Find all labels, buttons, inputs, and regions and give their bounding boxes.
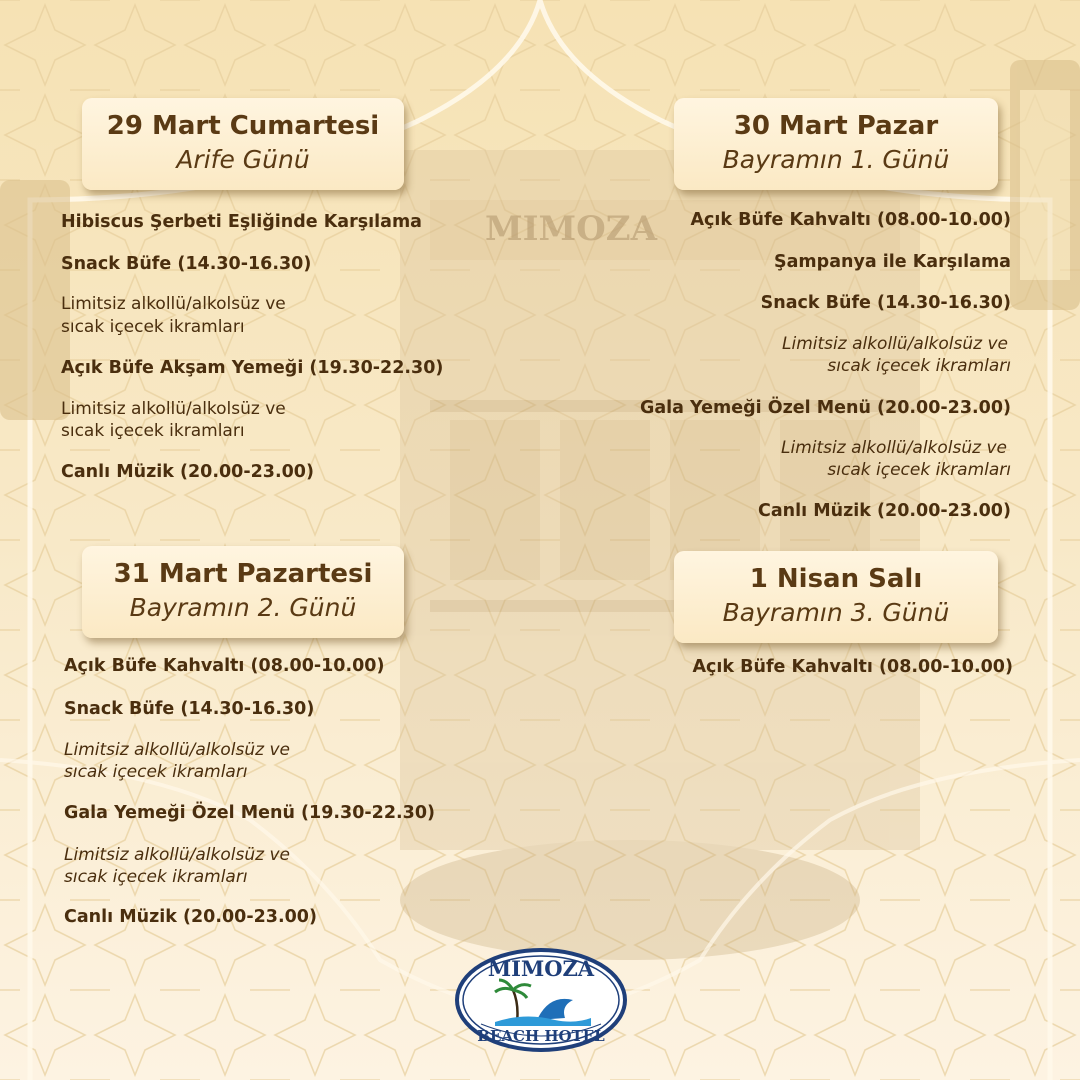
schedule-item: Limitsiz alkollü/alkolsüz ve (781, 438, 1007, 458)
schedule-item: Canlı Müzik (20.00-23.00) (61, 462, 314, 482)
schedule-item: Snack Büfe (14.30-16.30) (760, 293, 1011, 313)
schedule-item: Gala Yemeği Özel Menü (19.30-22.30) (64, 803, 436, 823)
day-date: 29 Mart Cumartesi (106, 111, 380, 141)
day-card-3 (82, 546, 404, 638)
schedule-item: Gala Yemeği Özel Menü (20.00-23.00) (639, 398, 1011, 418)
schedule-item: Açık Büfe Kahvaltı (08.00-10.00) (690, 210, 1011, 230)
logo-sub-name: BEACH HOTEL (477, 1027, 605, 1045)
schedule-item: Limitsiz alkollü/alkolsüz ve (64, 845, 290, 865)
schedule-item: Açık Büfe Kahvaltı (08.00-10.00) (64, 656, 385, 676)
schedule-item: Açık Büfe Kahvaltı (08.00-10.00) (692, 657, 1013, 677)
schedule-item: Şampanya ile Karşılama (774, 252, 1011, 272)
day-label: Bayramın 2. Günü (129, 593, 357, 622)
schedule-item: sıcak içecek ikramları (827, 460, 1011, 480)
mimoza-beach-hotel-logo (455, 948, 627, 1053)
schedule-item: Snack Büfe (14.30-16.30) (61, 254, 312, 274)
schedule-item: sıcak içecek ikramları (827, 356, 1011, 376)
schedule-item: sıcak içecek ikramları (64, 867, 248, 887)
schedule-item: sıcak içecek ikramları (61, 421, 245, 441)
day-card-4 (674, 551, 998, 643)
day-card-2 (674, 98, 998, 190)
schedule-item: Canlı Müzik (20.00-23.00) (64, 907, 317, 927)
day-label: Bayramın 1. Günü (722, 145, 950, 174)
schedule-item: Hibiscus Şerbeti Eşliğinde Karşılama (61, 212, 422, 232)
schedule-item: Limitsiz alkollü/alkolsüz ve (61, 294, 286, 314)
schedule-item: Açık Büfe Akşam Yemeği (19.30-22.30) (61, 358, 444, 378)
schedule-item: sıcak içecek ikramları (64, 762, 248, 782)
day-date: 31 Mart Pazartesi (113, 559, 373, 589)
day-date: 1 Nisan Salı (749, 564, 923, 594)
day-label: Arife Günü (176, 145, 310, 174)
schedule-item: Limitsiz alkollü/alkolsüz ve (782, 334, 1008, 354)
day-date: 30 Mart Pazar (733, 111, 939, 141)
schedule-item: sıcak içecek ikramları (61, 317, 245, 337)
logo-brand-name: MIMOZA (487, 956, 595, 981)
schedule-item: Limitsiz alkollü/alkolsüz ve (64, 740, 290, 760)
schedule-item: Snack Büfe (14.30-16.30) (64, 699, 315, 719)
day-card-1 (82, 98, 404, 190)
schedule-item: Canlı Müzik (20.00-23.00) (758, 501, 1011, 521)
day-label: Bayramın 3. Günü (722, 598, 950, 627)
building-sign-text: MIMOZA (485, 209, 657, 249)
schedule-item: Limitsiz alkollü/alkolsüz ve (61, 399, 286, 419)
